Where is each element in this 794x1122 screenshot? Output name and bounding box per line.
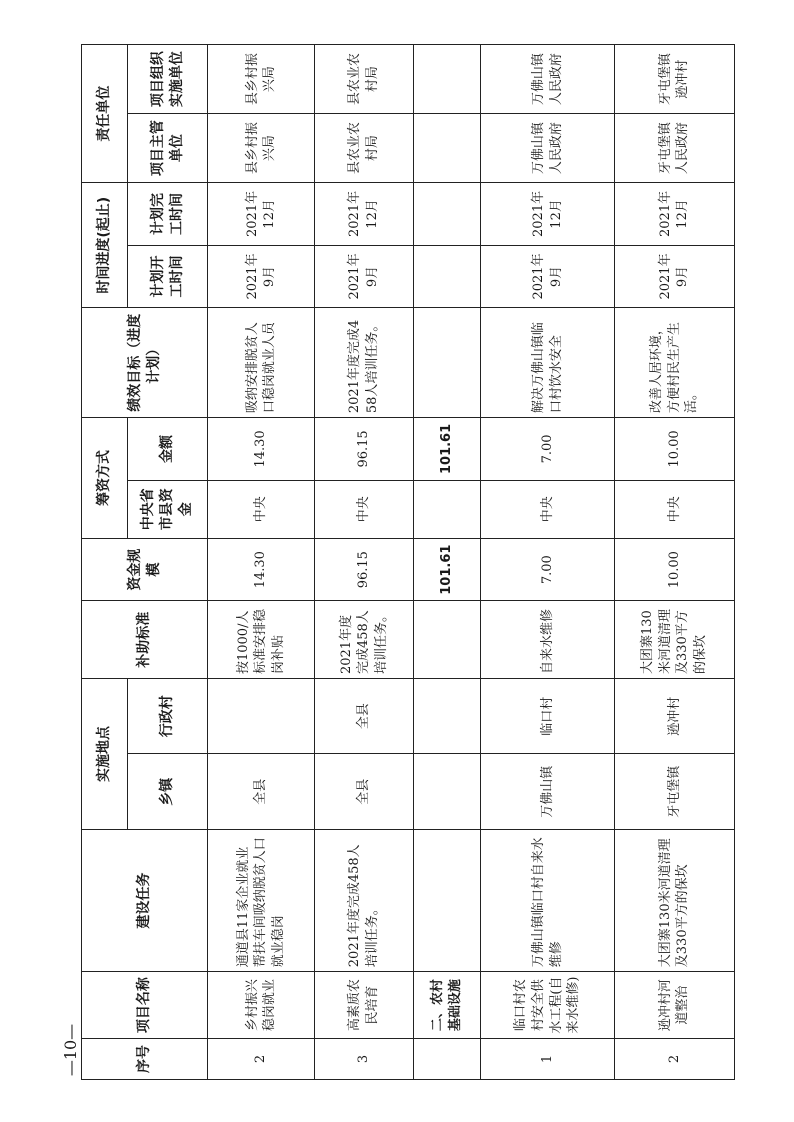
cell-source: 中央 [481,480,614,538]
header-village: 行政村 [128,679,208,754]
header-source: 中央省市县资金 [128,480,208,538]
table-row [208,45,315,1080]
cell-town: 万佛山镇 [481,754,614,829]
cell-impl: 县农业农村局 [315,45,413,114]
header-owner: 项目主管单位 [128,114,208,183]
cell-name: 逊冲村河道整治 [614,972,734,1039]
cell-end [413,183,481,246]
header-funding: 筹资方式 [82,418,128,539]
cell-name: 临口村农村安全供水工程(自来水维修) [481,972,614,1039]
cell-village: 逊冲村 [614,679,734,754]
header-seq: 序号 [82,1039,208,1080]
cell-amount: 14.30 [208,418,315,481]
cell-owner: 牙屯堡镇人民政府 [614,114,734,183]
table-row [614,45,734,1080]
cell-end: 2021年12月 [315,183,413,246]
cell-owner: 县农业农村局 [315,114,413,183]
cell-subsidy: 按1000/人标准安排稳岗补贴 [208,601,315,679]
header-subsidy: 补助标准 [82,601,208,679]
cell-impl: 万佛山镇人民政府 [481,45,614,114]
cell-scale: 96.15 [315,538,413,601]
cell-subsidy: 大团寨130米河道清理及330平方的保坎 [614,601,734,679]
cell-start: 2021年9月 [614,245,734,308]
cell-seq: 3 [315,1039,413,1080]
page-number: —10— [60,1023,80,1077]
cell-task: 万佛山镇临口村自来水维修 [481,829,614,971]
table-row [315,45,413,1080]
cell-owner: 万佛山镇人民政府 [481,114,614,183]
cell-end: 2021年12月 [481,183,614,246]
section-title: 二、农村基础设施 [413,972,481,1039]
project-table [81,44,735,1080]
cell-seq: 1 [481,1039,614,1080]
header-impl: 项目组织实施单位 [128,45,208,114]
header-task: 建设任务 [82,829,208,971]
cell-scale: 10.00 [614,538,734,601]
rotated-page [81,44,735,1080]
header-name: 项目名称 [82,972,208,1039]
cell-impl [413,45,481,114]
cell-town: 全县 [315,754,413,829]
cell-source: 中央 [614,480,734,538]
cell-scale: 101.61 [413,538,481,601]
cell-name: 乡村振兴稳岗就业 [208,972,315,1039]
cell-town: 牙屯堡镇 [614,754,734,829]
cell-scale: 14.30 [208,538,315,601]
cell-start: 2021年9月 [315,245,413,308]
cell-task: 大团寨130米河道清理及330平方的保坎 [614,829,734,971]
section-row [413,45,481,1080]
header-end: 计划完工时间 [128,183,208,246]
header-location: 实施地点 [82,679,128,830]
cell-task: 通道县11家企业就业帮扶车间吸纳脱贫人口就业稳岗 [208,829,315,971]
cell-amount: 10.00 [614,418,734,481]
cell-village [413,679,481,754]
cell-seq: 2 [614,1039,734,1080]
header-resp: 责任单位 [82,45,128,183]
header-start: 计划开工时间 [128,245,208,308]
cell-target: 解决万佛山镇临口村饮水安全 [481,308,614,418]
cell-target [413,308,481,418]
cell-target: 2021年度完成458人培训任务。 [315,308,413,418]
cell-source [413,480,481,538]
cell-village: 全县 [315,679,413,754]
cell-target: 改善人居环境，方便村民生产生活。 [614,308,734,418]
cell-subsidy: 自来水维修 [481,601,614,679]
header-scale: 资金规模 [82,538,208,601]
header-town: 乡镇 [128,754,208,829]
cell-start [413,245,481,308]
cell-start: 2021年9月 [481,245,614,308]
cell-village [208,679,315,754]
header-schedule: 时间进度(起止) [82,183,128,308]
header-amount: 金额 [128,418,208,481]
cell-town [413,754,481,829]
cell-name: 高素质农民培育 [315,972,413,1039]
cell-seq [413,1039,481,1080]
cell-amount: 96.15 [315,418,413,481]
cell-seq: 2 [208,1039,315,1080]
cell-start: 2021年9月 [208,245,315,308]
table-row [481,45,614,1080]
cell-owner: 县乡村振兴局 [208,114,315,183]
cell-source: 中央 [208,480,315,538]
cell-owner [413,114,481,183]
cell-end: 2021年12月 [614,183,734,246]
cell-source: 中央 [315,480,413,538]
cell-village: 临口村 [481,679,614,754]
cell-task [413,829,481,971]
cell-amount: 101.61 [413,418,481,481]
cell-amount: 7.00 [481,418,614,481]
cell-target: 吸纳安排脱贫人口稳岗就业人员 [208,308,315,418]
header-target: 绩效目标（进度计划） [82,308,208,418]
cell-subsidy: 2021年度完成458人培训任务。 [315,601,413,679]
cell-task: 2021年度完成458人培训任务。 [315,829,413,971]
cell-end: 2021年12月 [208,183,315,246]
cell-scale: 7.00 [481,538,614,601]
cell-subsidy [413,601,481,679]
cell-impl: 县乡村振兴局 [208,45,315,114]
cell-impl: 牙屯堡镇逊冲村 [614,45,734,114]
cell-town: 全县 [208,754,315,829]
